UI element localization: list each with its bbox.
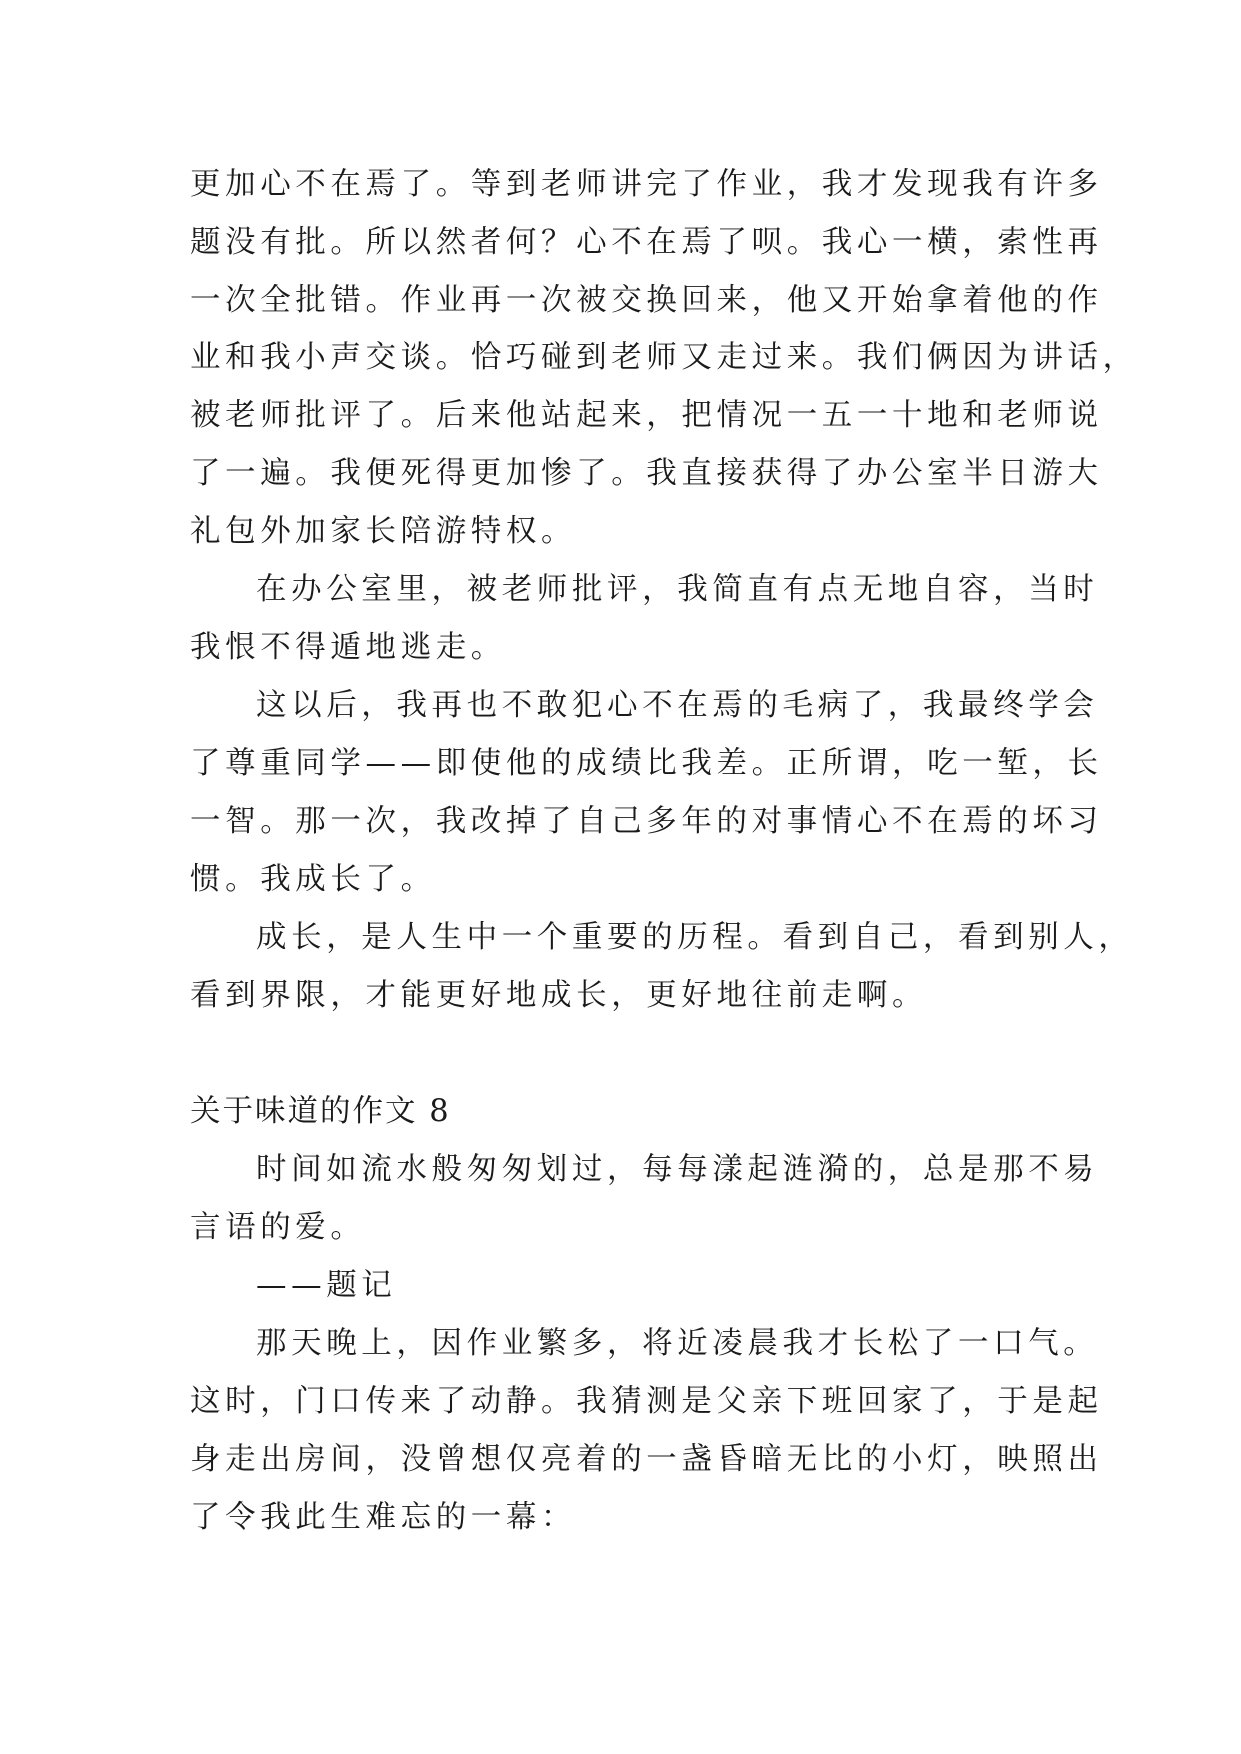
text-line: 了一遍。我便死得更加惨了。我直接获得了办公室半日游大 [190, 456, 1103, 491]
text-line: 一智。那一次，我改掉了自己多年的对事情心不在焉的坏习 [190, 804, 1103, 839]
text-line: 看到界限，才能更好地成长，更好地往前走啊。 [190, 978, 928, 1013]
text-line: 被老师批评了。后来他站起来，把情况一五一十地和老师说 [190, 398, 1103, 433]
paragraph-start: 那天晚上，因作业繁多，将近凌晨我才长松了一口气。 [256, 1326, 1099, 1361]
text-line: 惯。我成长了。 [190, 862, 436, 897]
text-line: 了尊重同学——即使他的成绩比我差。正所谓，吃一堑，长 [190, 746, 1103, 781]
text-line: 这时，门口传来了动静。我猜测是父亲下班回家了，于是起 [190, 1384, 1103, 1419]
paragraph-start: 成长，是人生中一个重要的历程。看到自己，看到别人， [256, 920, 1134, 955]
paragraph-start: 在办公室里，被老师批评，我简直有点无地自容，当时 [256, 572, 1099, 607]
text-line: 身走出房间，没曾想仅亮着的一盏昏暗无比的小灯，映照出 [190, 1442, 1103, 1477]
text-line: 言语的爱。 [190, 1210, 366, 1245]
text-line: 更加心不在焉了。等到老师讲完了作业，我才发现我有许多 [190, 167, 1103, 202]
text-line: 我恨不得遁地逃走。 [190, 630, 506, 665]
text-line: 礼包外加家长陪游特权。 [190, 514, 577, 549]
text-line: 了令我此生难忘的一幕： [190, 1500, 577, 1535]
section-heading: 关于味道的作文 8 [190, 1094, 451, 1129]
text-line: 题没有批。所以然者何？心不在焉了呗。我心一横，索性再 [190, 225, 1103, 260]
text-line: 业和我小声交谈。恰巧碰到老师又走过来。我们俩因为讲话， [190, 340, 1138, 375]
paragraph-start: 时间如流水般匆匆划过，每每漾起涟漪的，总是那不易 [256, 1152, 1099, 1187]
text-line: 一次全批错。作业再一次被交换回来，他又开始拿着他的作 [190, 283, 1103, 318]
paragraph-start: 这以后，我再也不敢犯心不在焉的毛病了，我最终学会 [256, 688, 1099, 723]
epigraph-signature: ——题记 [256, 1268, 397, 1303]
